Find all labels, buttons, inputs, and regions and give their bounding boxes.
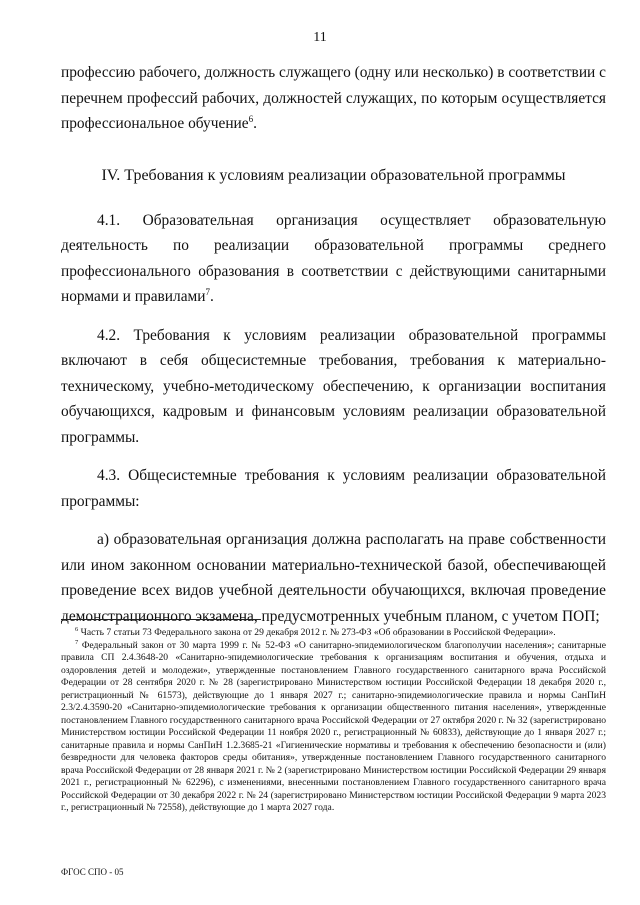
paragraph-4-1 bbox=[61, 208, 606, 310]
footnote-6-text: Часть 7 статьи 73 Федерального закона от 29 декабря 2012 г. № 273-ФЗ «Об образовании в Российской Федерации». bbox=[80, 627, 556, 638]
intro-paragraph bbox=[61, 60, 606, 137]
footnote-number-6: 6 bbox=[75, 626, 79, 633]
intro-paragraph-text: профессию рабочего, должность служащего (одну или несколько) в соответствии с перечнем профессий рабочих, должностей служащих, по которым осуществляется профессиональное обучение bbox=[61, 64, 606, 132]
section-heading: IV. Требования к условиям реализации образовательной программы bbox=[101, 166, 566, 184]
paragraph-4-1-text: 4.1. Образовательная организация осуществляет образовательную деятельность по реализации образовательной программы среднего профессионального образования в соответствии с действующими санитарными нормами и правилами bbox=[61, 211, 606, 305]
body-text bbox=[61, 60, 606, 629]
footnote-7-text: Федеральный закон от 30 марта 1999 г. № 52-ФЗ «О санитарно-эпидемиологическом благополучии населения»; санитарные правила СП 2.4.3648-20 «Санитарно-эпидемиологические требования к организациям воспитания и обучения, отдыха и оздоровления детей и молодежи», утвержденные постановлением Главного государственного санитарного врача Российской Федерации от 28 сентября 2020 г. № 28 (зарегистрировано Министерством юстиции Российской Федерации 18 декабря 2020 г., регистрационный № 61573), действующие до 1 января 2027 г.; санитарно-эпидемиологические правила и нормы СанПиН 2.3/2.4.3590-20 «Санитарно-эпидемиологические требования к организации общественного питания населения», утвержденные постановлением Главного государственного санитарного врача Российской Федерации от 27 октября 2020 г. № 32 (зарегистрировано Министерством юстиции Российской Федерации 11 ноября 2020 г., регистрационный № 60833), действующие до 1 января 2027 г.; санитарные правила и нормы СанПиН 1.2.3685-21 «Гигиенические нормативы и требования к обеспечению безопасности и (или) безвредности для человека факторов среды обитания», утвержденные постановлением Главного государственного санитарного врача Российской Федерации от 28 января 2021 г. № 2 (зарегистрировано Министерством юстиции Российской Федерации 29 января 2021 г., регистрационный № 62296), с изменениями, внесенными постановлением Главного государственного санитарного врача Российской Федерации от 30 декабря 2022 г. № 24 (зарегистрировано Министерством юстиции Российской Федерации 9 марта 2023 г., регистрационный № 72558), действующие до 1 марта 2027 года. bbox=[61, 639, 606, 813]
paragraph-4-3-a: а) образовательная организация должна располагать на праве собственности или ином законном основании материально-технической базой, обеспечивающей проведение всех видов учебной деятельности обучающихся, включая проведение демонстрационного экзамена, предусмотренных учебным планом, с учетом ПОП; bbox=[61, 531, 606, 625]
page-number: 11 bbox=[313, 30, 327, 45]
footnote-divider bbox=[61, 619, 261, 620]
footer-code: ФГОС СПО - 05 bbox=[61, 867, 124, 877]
footnote-7 bbox=[61, 640, 606, 815]
footnotes bbox=[61, 627, 606, 815]
footnote-ref-6: 6 bbox=[248, 114, 254, 124]
paragraph-4-2: 4.2. Требования к условиям реализации образовательной программы включают в себя общесистемные требования, требования к материально-техническому, учебно-методическому обеспечению, к организации воспитания обучающихся, кадровым и финансовым условиям реализации образовательной программы. bbox=[61, 326, 606, 446]
footnote-6 bbox=[61, 627, 606, 640]
footnote-ref-7: 7 bbox=[205, 287, 211, 297]
paragraph-4-1-end: . bbox=[210, 288, 214, 305]
intro-paragraph-end: . bbox=[253, 115, 257, 132]
footnote-number-7: 7 bbox=[75, 638, 79, 646]
paragraph-4-3: 4.3. Общесистемные требования к условиям реализации образовательной программы: bbox=[61, 467, 606, 510]
